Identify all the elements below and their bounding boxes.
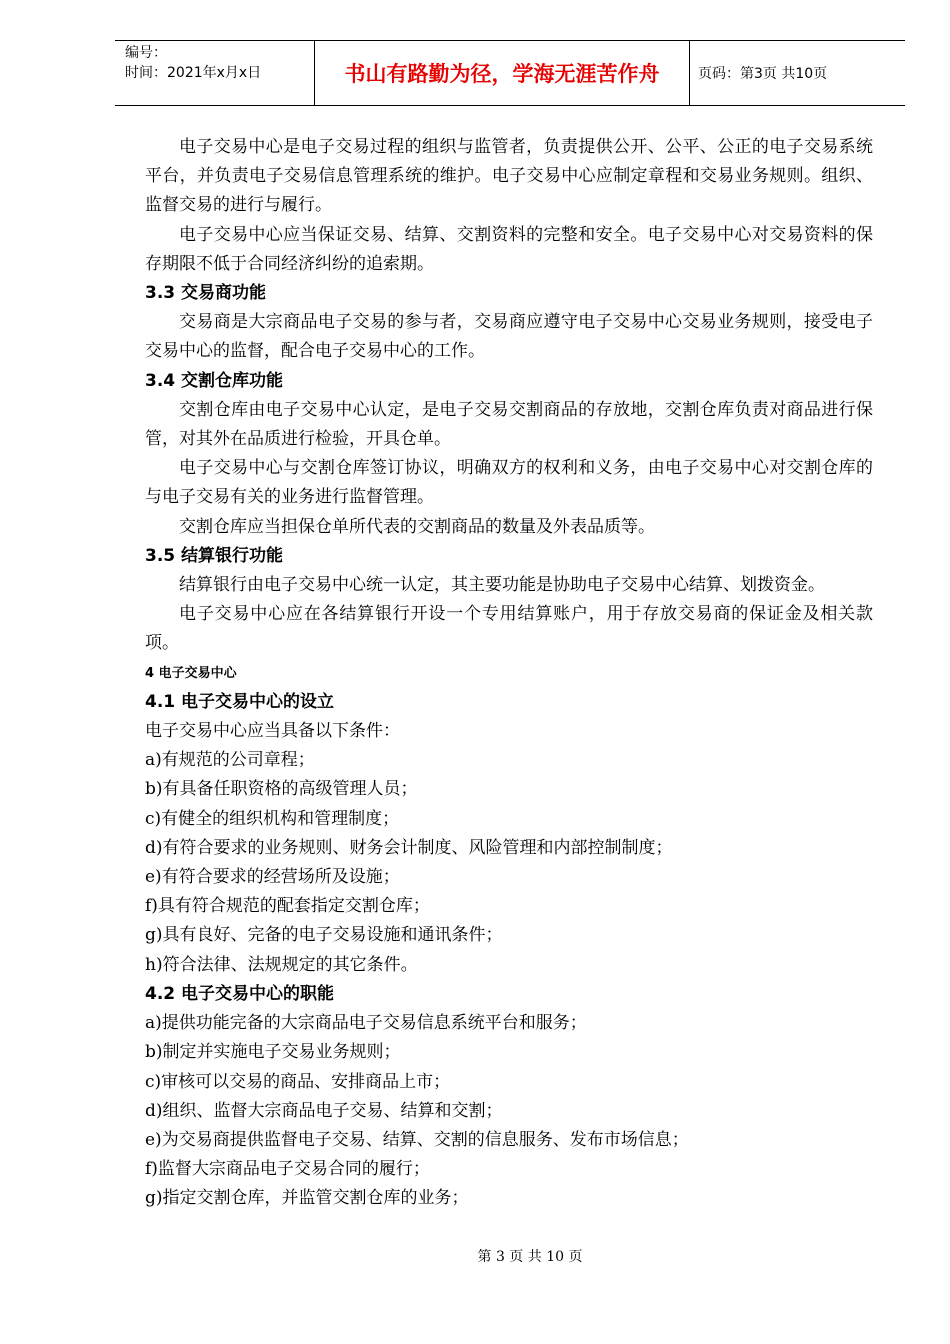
document-number-label: 编号：: [125, 45, 167, 61]
document-body: [145, 133, 873, 1214]
section-heading: 4.2 电子交易中心的职能: [145, 983, 335, 1004]
list-item: e)有符合要求的经营场所及设施；: [145, 867, 400, 888]
section-heading: 4.1 电子交易中心的设立: [145, 691, 335, 712]
section-heading: 3.3 交易商功能: [145, 283, 267, 304]
body-paragraph: 电子交易中心与交割仓库签订协议，明确双方的权利和义务，由电子交易中心对交割仓库的与电子交易有关的业务进行监督管理。: [145, 458, 873, 508]
list-item: b)有具备任职资格的高级管理人员；: [145, 779, 418, 800]
body-paragraph: 交割仓库由电子交易中心认定，是电子交易交割商品的存放地，交割仓库负责对商品进行保管，对其外在品质进行检验，开具仓单。: [145, 399, 873, 450]
body-paragraph: 电子交易中心应在各结算银行开设一个专用结算账户，用于存放交易商的保证金及相关款项。: [145, 604, 873, 654]
page-footer: 第 3 页 共 10 页: [477, 1249, 583, 1265]
list-item: b)制定并实施电子交易业务规则；: [145, 1042, 401, 1063]
list-item: d)组织、监督大宗商品电子交易、结算和交割；: [145, 1100, 503, 1121]
body-paragraph: 电子交易中心是电子交易过程的组织与监管者，负责提供公开、公平、公正的电子交易系统平台，并负责电子交易信息管理系统的维护。电子交易中心应制定章程和交易业务规则。组织、监督交易的进行与履行。: [145, 137, 873, 216]
list-item: f)监督大宗商品电子交易合同的履行；: [145, 1159, 430, 1180]
body-paragraph: 交割仓库应当担保仓单所代表的交割商品的数量及外表品质等。: [179, 516, 655, 537]
list-item: c)审核可以交易的商品、安排商品上市；: [145, 1071, 451, 1092]
body-paragraph: 电子交易中心应当保证交易、结算、交割资料的完整和安全。电子交易中心对交易资料的保存期限不低于合同经济纠纷的追索期。: [145, 224, 873, 274]
list-item: g)指定交割仓库，并监管交割仓库的业务；: [145, 1188, 469, 1209]
header-motto: 书山有路勤为径，学海无涯苦作舟: [315, 41, 690, 105]
body-paragraph: 结算银行由电子交易中心统一认定，其主要功能是协助电子交易中心结算、划拨资金。: [179, 575, 825, 596]
header-page-info: 页码：第3页 共10页: [698, 66, 828, 82]
list-item: a)提供功能完备的大宗商品电子交易信息系统平台和服务；: [145, 1013, 587, 1034]
document-time-label: 时间：2021年x月x日: [125, 65, 262, 81]
list-item: e)为交易商提供监督电子交易、结算、交割的信息服务、发布市场信息；: [145, 1129, 689, 1150]
list-item: 电子交易中心应当具备以下条件：: [145, 721, 400, 742]
section-heading: 3.5 结算银行功能: [145, 545, 284, 566]
body-paragraph: 交易商是大宗商品电子交易的参与者，交易商应遵守电子交易中心交易业务规则，接受电子交易中心的监督，配合电子交易中心的工作。: [145, 312, 873, 362]
list-item: d)有符合要求的业务规则、财务会计制度、风险管理和内部控制制度；: [145, 837, 673, 858]
list-item: g)具有良好、完备的电子交易设施和通讯条件；: [145, 925, 503, 946]
list-item: a)有规范的公司章程；: [145, 750, 315, 771]
header-meta: [115, 41, 315, 105]
page-header: [115, 40, 905, 106]
list-item: h)符合法律、法规规定的其它条件。: [145, 954, 418, 975]
chapter-heading: 4 电子交易中心: [145, 665, 237, 681]
list-item: f)具有符合规范的配套指定交割仓库；: [145, 896, 430, 917]
section-heading: 3.4 交割仓库功能: [145, 370, 284, 391]
list-item: c)有健全的组织机构和管理制度；: [145, 808, 400, 829]
